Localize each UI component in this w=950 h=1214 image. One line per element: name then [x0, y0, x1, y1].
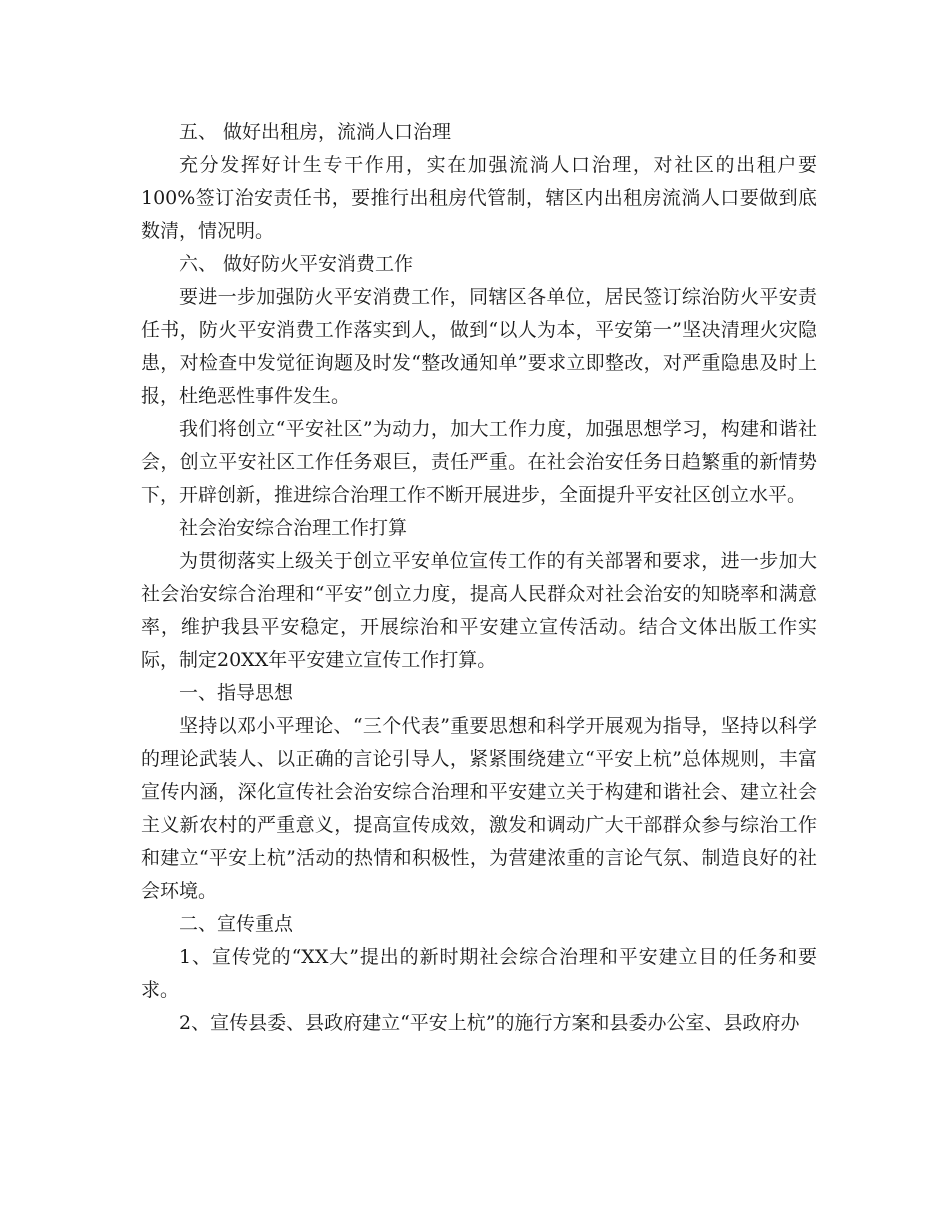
paragraph-fire-safety: 要进一步加强防火平安消费工作，同辖区各单位，居民签订综治防火平安责任书，防火平安消费工作落实到人，做到“以人为本，平安第一”坚决清理火灾隐患，对检查中发觉征询题及时发“整改通知单”要求立即整改，对严重隐患及时上报，杜绝恶性事件发生。 [141, 286, 817, 407]
section-heading-plan: 社会治安综合治理工作打算 [179, 517, 408, 539]
paragraph-plan-intro: 为贯彻落实上级关于创立平安单位宣传工作的有关部署和要求，进一步加大社会治安综合治理和“平安”创立力度，提高人民群众对社会治安的知晓率和满意率，维护我县平安稳定，开展综治和平安建立宣传活动。结合文体出版工作实际，制定20XX年平安建立宣传工作打算。 [141, 550, 817, 671]
paragraph-safe-community: 我们将创立“平安社区”为动力，加大工作力度，加强思想学习，构建和谐社会，创立平安社区工作任务艰巨，责任严重。在社会治安任务日趋繁重的新情势下，开辟创新，推进综合治理工作不断开展进步，全面提升平安社区创立水平。 [141, 418, 817, 506]
paragraph-guiding-ideology: 坚持以邓小平理论、“三个代表”重要思想和科学开展观为指导，坚持以科学的理论武装人、以正确的言论引导人，紧紧围绕建立“平安上杭”总体规则，丰富宣传内涵，深化宣传社会治安综合治理和平安建立关于构建和谐社会、建立社会主义新农村的严重意义，提高宣传成效，激发和调动广大干部群众参与综治工作和建立“平安上杭”活动的热情和积极性，为营建浓重的言论气氛、制造良好的社会环境。 [141, 715, 817, 902]
section-heading-guiding-ideology: 一、指导思想 [179, 682, 294, 704]
section-heading-publicity-focus: 二、宣传重点 [179, 913, 294, 935]
section-heading-rental: 五、 做好出租房，流淌人口治理 [179, 121, 452, 143]
document-page [141, 116, 817, 1040]
paragraph-rental-management: 充分发挥好计生专干作用，实在加强流淌人口治理，对社区的出租户要100%签订治安责任书，要推行出租房代管制，辖区内出租房流淌人口要做到底数清，情况明。 [141, 154, 817, 242]
list-item-publicity-2: 2、宣传县委、县政府建立“平安上杭”的施行方案和县委办公室、县政府办 [179, 1012, 800, 1034]
list-item-publicity-1: 1、宣传党的“XX大”提出的新时期社会综合治理和平安建立目的任务和要求。 [141, 946, 817, 1001]
section-heading-fire-safety: 六、 做好防火平安消费工作 [179, 253, 414, 275]
